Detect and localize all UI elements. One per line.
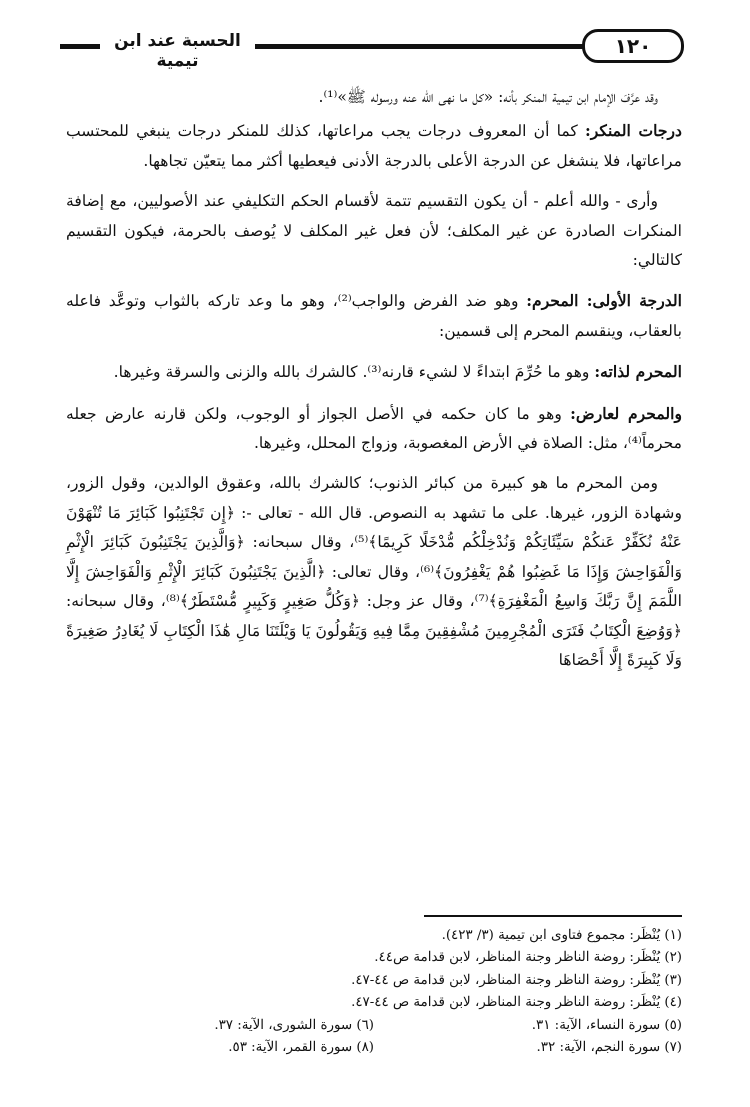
paragraph-text: ومن المحرم ما هو كبيرة من كبائر الذنوب؛ كالشرك بالله، وعقوق الوالدين، وقول الزور، وشهادة الزور، غيرها. على ما تشهد به النصوص. قال الله - تعالى -: ﴿إِن تَجْتَنِبُوا كَبَائِرَ مَا تُنْهَوْنَ عَنْهُ نُكَفِّرْ عَنكُمْ سَيِّئَاتِكُمْ وَنُدْخِلْكُم مُّدْخَلًا كَرِيمًا﴾⁽⁵⁾، وقال سبحانه: ﴿وَالَّذِينَ يَجْتَنِبُونَ كَبَائِرَ الْإِثْمِ وَالْفَوَاحِشَ وَإِذَا مَا غَضِبُوا هُمْ يَغْفِرُونَ﴾⁽⁶⁾، وقال تعالى: ﴿الَّذِينَ يَجْتَنِبُونَ كَبَائِرَ الْإِثْمِ وَالْفَوَاحِشَ إِلَّا اللَّمَمَ إِنَّ رَبَّكَ وَاسِعُ الْمَغْفِرَةِ﴾⁽⁷⁾، وقال عز وجل: ﴿وَكُلُّ صَغِيرٍ وَكَبِيرٍ مُّسْتَطَرٌ﴾⁽⁸⁾، وقال سبحانه: ﴿وَوُضِعَ الْكِتَابُ فَتَرَى الْمُجْرِمِينَ مُشْفِقِينَ مِمَّا فِيهِ وَيَقُولُونَ يَا وَيْلَتَنَا مَالِ هَٰذَا الْكِتَابِ لَا يُغَادِرُ صَغِيرَةً وَلَا كَبِيرَةً إِلَّا أَحْصَاهَا <box>66 474 683 669</box>
footnotes <box>66 925 682 1059</box>
header-rule <box>60 44 100 49</box>
paragraph-term: درجات المنكر: <box>585 121 682 141</box>
paragraph-text: وأرى - والله أعلم - أن يكون التقسيم تتمة لأقسام الحكم التكليفي عند الأصوليين، مع إضافة المنكرات الصادرة عن غير المكلف؛ لأن فعل غير المكلف لا يُوصف بالحرمة، فيكون التقسيم كالتالي: <box>66 192 682 270</box>
footnote: (٧) سورة النجم، الآية: ٣٢. <box>536 1040 682 1056</box>
paragraph-term: والمحرم لعارض: <box>570 403 682 423</box>
paragraph-text: وهو ما كان حكمه في الأصل الجواز أو الوجوب، ولكن قارنه عارض جعله محرماً⁽⁴⁾، مثل: الصلاة في الأرض المغصوبة، وزواج المحلل، وغيرها. <box>66 404 682 453</box>
running-title: الحسبة عند ابن تيمية <box>114 31 241 71</box>
paragraph <box>66 83 682 112</box>
footnote: (٦) سورة الشورى، الآية: ٣٧. <box>214 1017 374 1033</box>
paragraph <box>66 187 682 275</box>
footnote: (٨) سورة القمر، الآية: ٥٣. <box>228 1040 374 1056</box>
paragraph <box>66 116 682 176</box>
footnote: (٤) يُنْظَر: روضة الناظر وجنة المناظر، لابن قدامة ص ٤٤-٤٧. <box>351 995 682 1011</box>
paragraph-text: وهو ما حُرِّمَ ابتداءً لا لشيء قارنه⁽³⁾. كالشرك بالله والزنى والسرقة وغيرها. <box>113 363 595 382</box>
paragraph <box>66 469 682 675</box>
footnote: (٢) يُنْظَر: روضة الناظر وجنة المناظر، لابن قدامة ص٤٤. <box>374 950 682 966</box>
footnote-row <box>66 1037 682 1059</box>
page-header <box>60 26 680 71</box>
footnote-row <box>66 1015 682 1037</box>
paragraph-text: وقد عرَّفَ الإمام ابن تيمية المنكر بأنه: «كل ما نهى الله عنه ورسوله ﷺ»⁽¹⁾. <box>318 88 658 106</box>
header-rule <box>255 44 635 49</box>
paragraph-text: كما أن المعروف درجات يجب مراعاتها، كذلك للمنكر درجات ينبغي للمحتسب مراعاتها، فلا ينشغل عن الدرجة الأعلى بالدرجة الأدنى فيعطيها أكثر مما يتعيّن تجاهها. <box>66 122 682 170</box>
paragraph <box>66 286 682 346</box>
paragraph-term: المحرم لذاته: <box>594 362 682 382</box>
paragraph-text: وهو ضد الفرض والواجب⁽²⁾، وهو ما وعد تاركه بالثواب وتوعَّد فاعله بالعقاب، وينقسم المحرم إلى قسمين: <box>66 292 682 340</box>
footnote: (٣) يُنْظَر: روضة الناظر وجنة المناظر، لابن قدامة ص ٤٤-٤٧. <box>351 972 682 988</box>
paragraph <box>66 357 682 387</box>
footnote: (١) يُنْظَر: مجموع فتاوى ابن تيمية (٣/ ٤٢٣). <box>441 928 682 943</box>
paragraph-term: الدرجة الأولى: المحرم: <box>526 291 682 311</box>
paragraph <box>66 399 682 459</box>
body-text <box>66 83 682 686</box>
page-number: ١٢٠ <box>582 29 684 63</box>
footnote: (٥) سورة النساء، الآية: ٣١. <box>531 1017 682 1033</box>
footnote-separator <box>424 915 682 917</box>
